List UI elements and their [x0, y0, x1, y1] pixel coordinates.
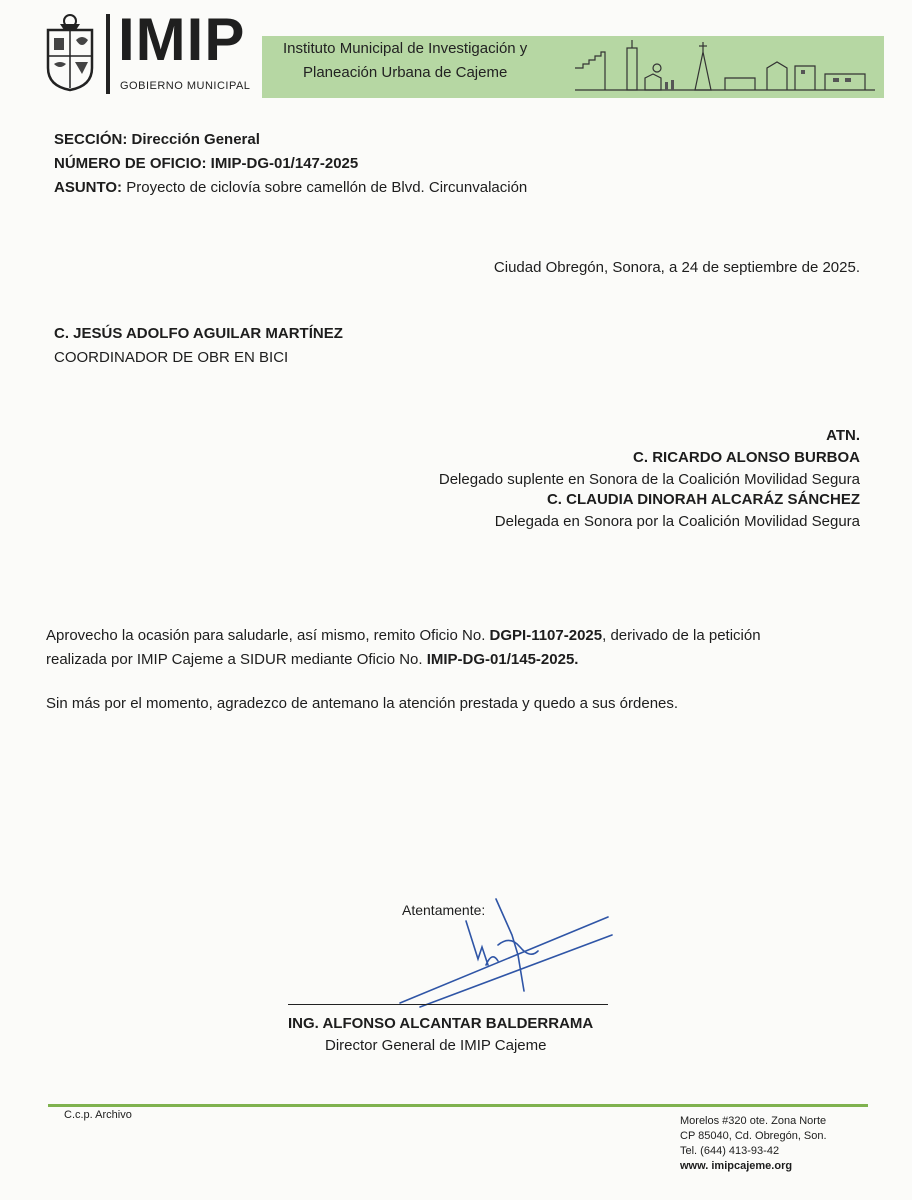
body-paragraph-1-line2	[46, 650, 578, 670]
asunto-label: ASUNTO:	[54, 179, 123, 196]
institute-name-line2: Planeación Urbana de Cajeme	[303, 64, 508, 81]
body-text: realizada por IMIP Cajeme a SIDUR mediante Oficio No.	[46, 651, 423, 668]
logo-subtitle: GOBIERNO MUNICIPAL	[120, 80, 251, 92]
attn-person1-name: C. RICARDO ALONSO BURBOA	[633, 449, 860, 466]
oficio-reference-2: IMIP-DG-01/145-2025.	[426, 651, 579, 668]
signer-title: Director General de IMIP Cajeme	[325, 1037, 547, 1054]
footer-website[interactable]: www. imipcajeme.org	[680, 1160, 793, 1172]
asunto-value: Proyecto de ciclovía sobre camellón de Blvd. Circunvalación	[126, 179, 528, 196]
attn-person2-role: Delegada en Sonora por la Coalición Movilidad Segura	[494, 513, 860, 530]
city-skyline-illustration	[575, 38, 880, 98]
footer-address-1: Morelos #320 ote. Zona Norte	[680, 1115, 827, 1127]
footer-divider	[48, 1104, 868, 1107]
oficio-reference-1: DGPI-1107-2025	[489, 627, 603, 644]
footer-phone: Tel. (644) 413-93-42	[680, 1145, 780, 1157]
body-text: , derivado de la petición	[602, 627, 761, 644]
signature-line	[288, 1004, 608, 1005]
signer-name: ING. ALFONSO ALCANTAR BALDERRAMA	[288, 1015, 594, 1032]
seccion-label: SECCIÓN:	[54, 131, 128, 148]
handwritten-signature	[380, 895, 620, 1015]
oficio-line	[54, 154, 358, 174]
ccp-archive: C.c.p. Archivo	[64, 1109, 132, 1121]
seccion-line	[54, 130, 260, 150]
imip-logo-text: IMIP	[118, 6, 246, 73]
attn-person1-role: Delegado suplente en Sonora de la Coalición Movilidad Segura	[438, 471, 860, 488]
institute-name-line1: Instituto Municipal de Investigación y	[283, 40, 528, 57]
asunto-line	[54, 178, 527, 198]
body-text: Aprovecho la ocasión para saludarle, así mismo, remito Oficio No.	[46, 627, 486, 644]
body-paragraph-2: Sin más por el momento, agradezco de antemano la atención prestada y quedo a sus órdenes.	[46, 695, 679, 712]
recipient-title: COORDINADOR DE OBR EN BICI	[54, 349, 289, 366]
logo-divider	[106, 14, 110, 94]
oficio-value: IMIP-DG-01/147-2025	[210, 155, 359, 172]
recipient-name: C. JESÚS ADOLFO AGUILAR MARTÍNEZ	[54, 325, 343, 342]
footer-address-2: CP 85040, Cd. Obregón, Son.	[680, 1130, 827, 1142]
closing-text: Atentamente:	[402, 902, 486, 918]
date-line: Ciudad Obregón, Sonora, a 24 de septiembre de 2025.	[493, 259, 860, 276]
municipal-shield-logo	[42, 12, 98, 92]
attn-person2-name: C. CLAUDIA DINORAH ALCARÁZ SÁNCHEZ	[546, 491, 860, 508]
seccion-value: Dirección General	[131, 131, 260, 148]
attn-label: ATN.	[826, 427, 860, 444]
body-paragraph-1-line1	[46, 626, 761, 646]
oficio-label: NÚMERO DE OFICIO:	[54, 155, 207, 172]
